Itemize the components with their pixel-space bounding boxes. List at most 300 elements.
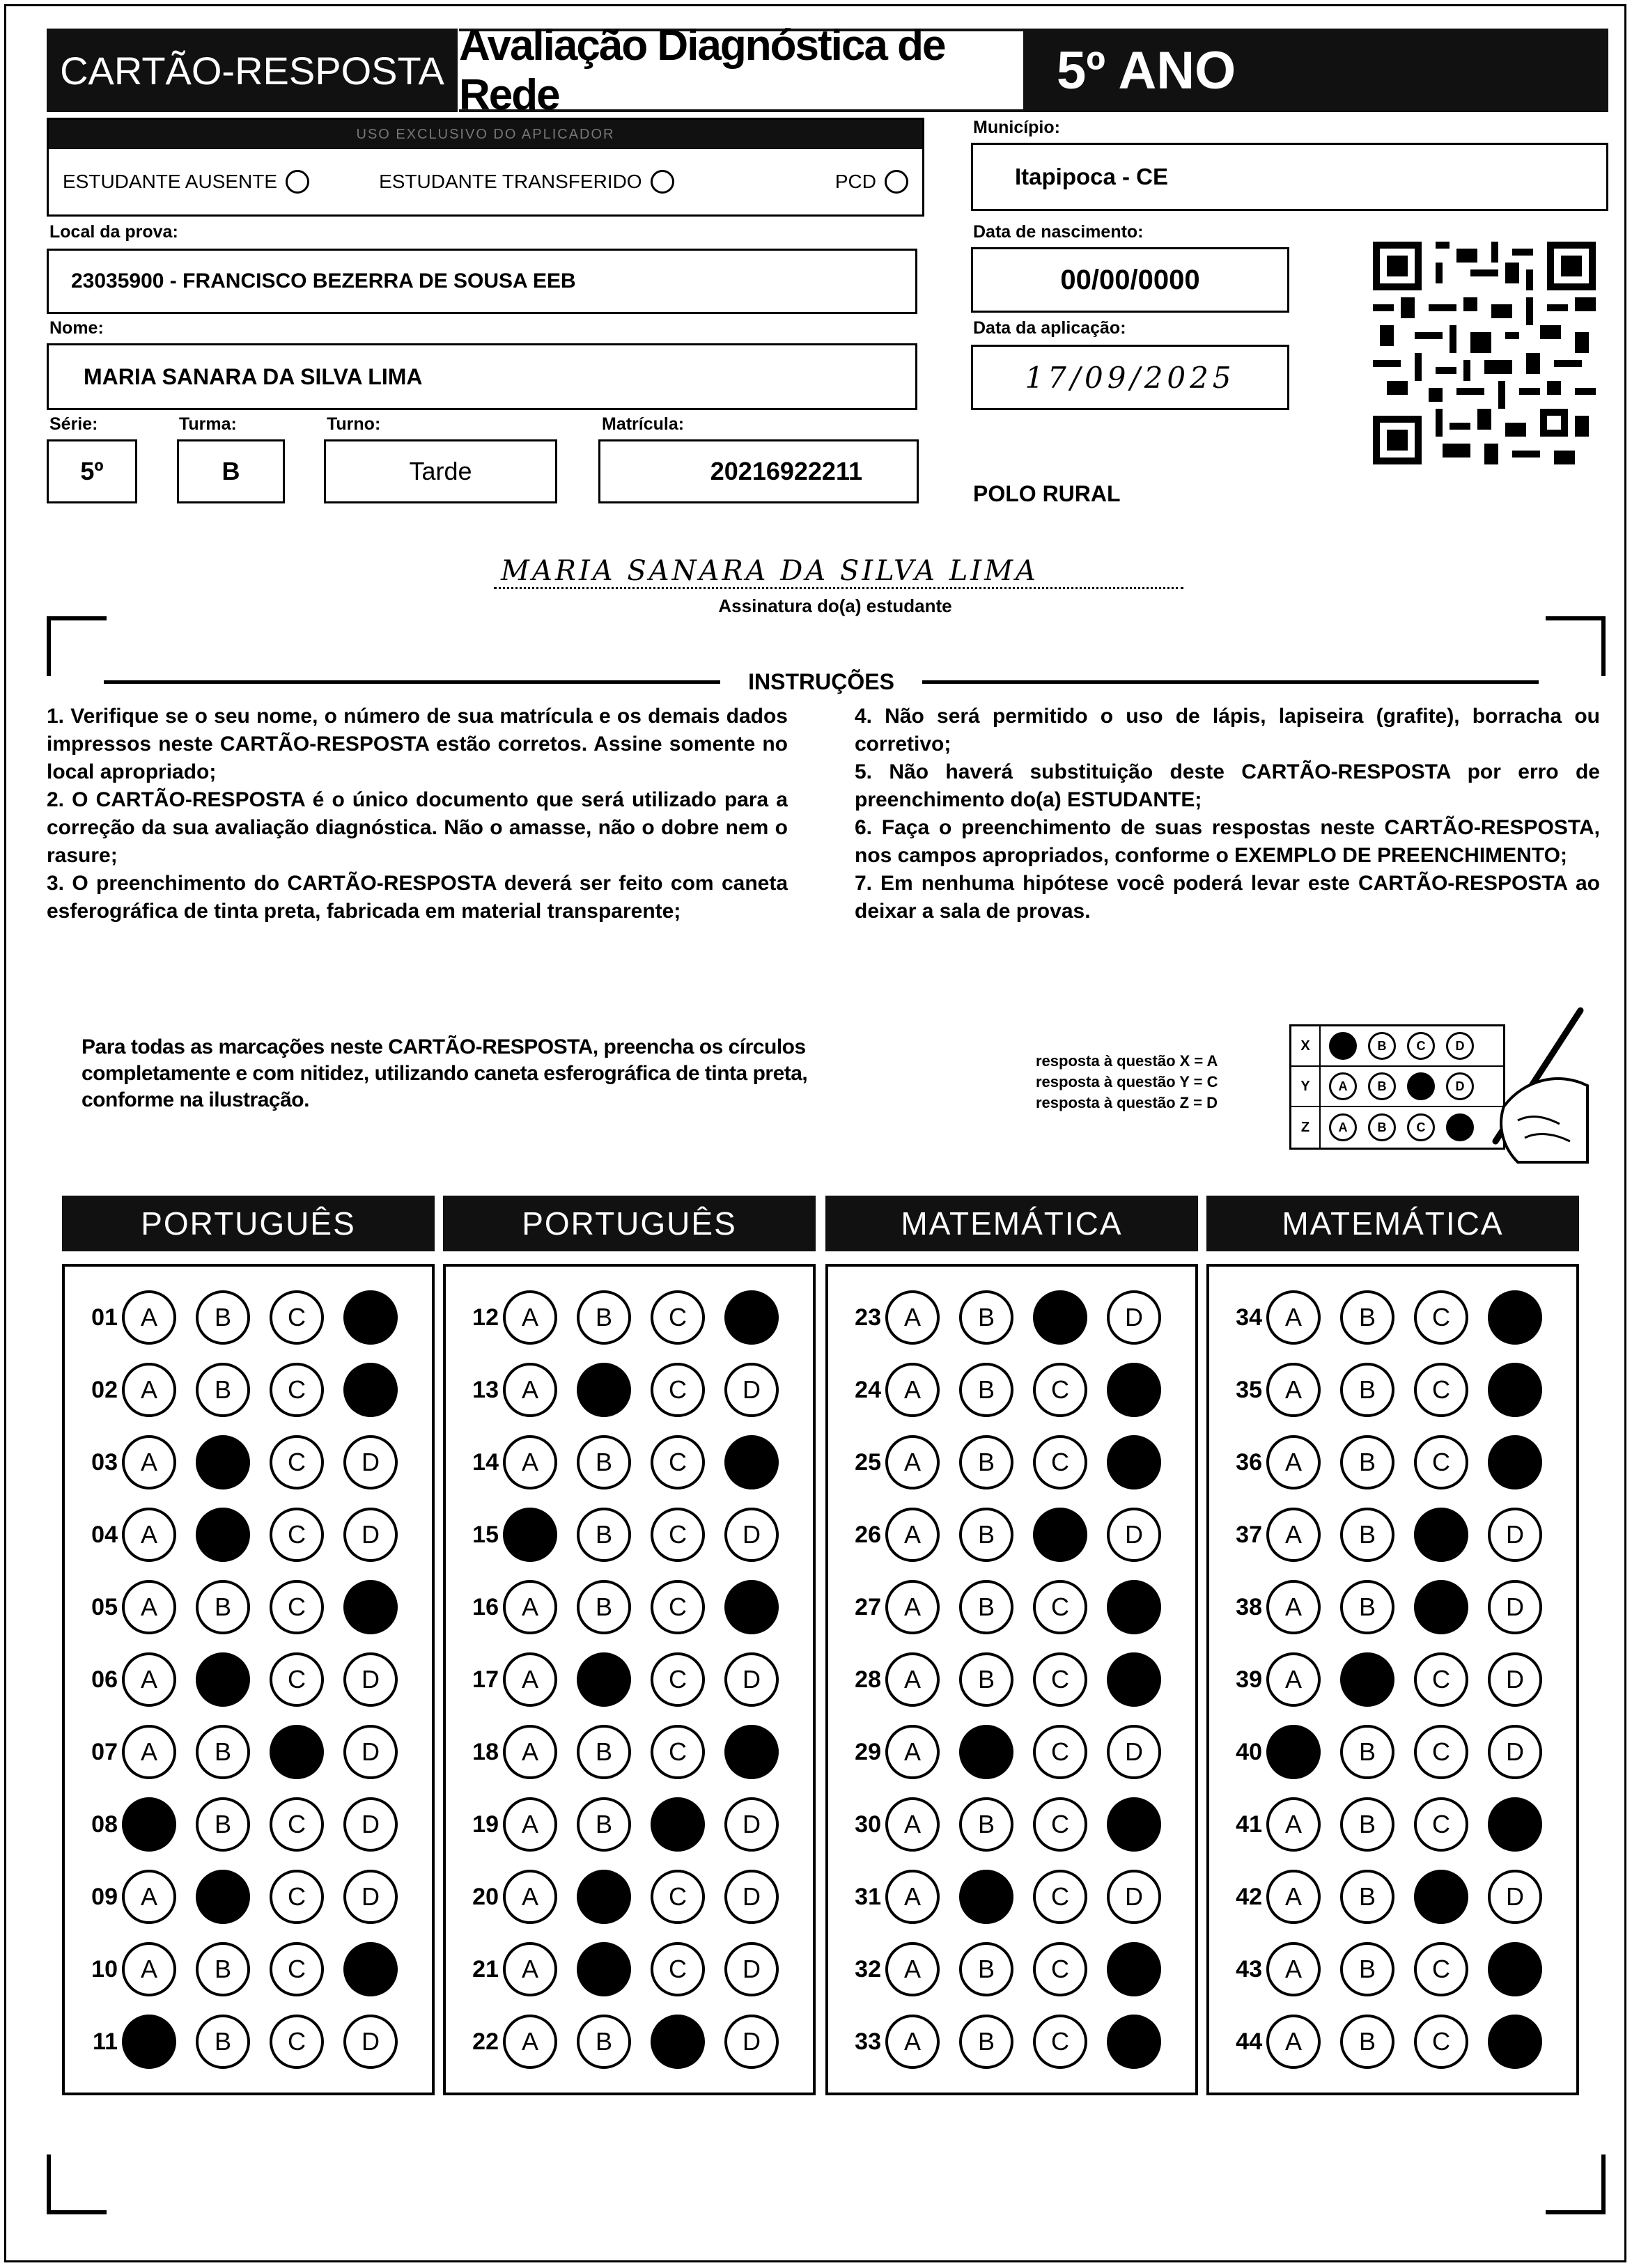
answer-bubble-c[interactable]: C [270, 1870, 324, 1924]
answer-bubble-c[interactable]: C [270, 1363, 324, 1417]
answer-bubble-a[interactable]: A [885, 1942, 940, 1996]
question-number: 10 [91, 1955, 118, 1982]
transferred-checkbox[interactable] [651, 170, 674, 194]
fill-example-grid [1289, 1024, 1505, 1150]
local-label: Local da prova: [49, 222, 178, 242]
answer-bubble-c[interactable]: C [651, 1363, 705, 1417]
question-number: 40 [1236, 1738, 1262, 1765]
answer-bubble-c[interactable]: C [1033, 1290, 1087, 1345]
question-number: 04 [91, 1521, 118, 1548]
answer-bubble-a[interactable]: A [122, 1290, 176, 1345]
answer-bubble-a[interactable]: A [885, 1725, 940, 1779]
answer-bubble-b[interactable]: B [1340, 1363, 1394, 1417]
answer-bubble-c[interactable]: C [1033, 1870, 1087, 1924]
answer-bubble-a[interactable]: A [885, 1435, 940, 1489]
answer-bubble-a[interactable]: A [503, 2015, 557, 2069]
answer-bubble-a[interactable]: A [122, 1580, 176, 1634]
answer-bubble-b[interactable]: B [1340, 1508, 1394, 1562]
answer-bubble-d[interactable]: D [343, 1942, 398, 1996]
answer-bubble-b[interactable]: B [1340, 1580, 1394, 1634]
answer-bubble-c[interactable]: C [651, 1435, 705, 1489]
matricula-field: 20216922211 [598, 439, 919, 503]
answer-bubble-d[interactable]: D [1488, 1652, 1542, 1707]
answer-bubble-c[interactable]: C [1414, 1652, 1468, 1707]
answer-bubble-d[interactable]: D [343, 1797, 398, 1852]
answer-bubble-d[interactable]: D [724, 1363, 779, 1417]
question-number: 43 [1236, 1955, 1262, 1982]
question-number: 17 [472, 1666, 499, 1693]
example-question-label: X [1291, 1026, 1321, 1065]
question-number: 25 [855, 1448, 881, 1476]
question-row [75, 1793, 417, 1856]
example-question-label: Z [1291, 1107, 1321, 1148]
legend-line: resposta à questão X = A [1036, 1052, 1218, 1070]
question-row [75, 2010, 417, 2073]
answer-bubble-c[interactable]: C [1414, 1797, 1468, 1852]
question-number: 39 [1236, 1666, 1262, 1693]
answer-bubble-c[interactable]: C [1414, 1870, 1468, 1924]
answer-bubble-d[interactable]: D [1488, 1797, 1542, 1852]
answer-bubble-c[interactable]: C [1033, 1580, 1087, 1634]
answer-bubble-a[interactable]: A [122, 2015, 176, 2069]
answer-bubble-b[interactable]: B [1340, 1435, 1394, 1489]
subject-header: PORTUGUÊS [62, 1196, 435, 1251]
answer-bubble-a[interactable]: A [1266, 1508, 1321, 1562]
answer-bubble-d[interactable]: D [1107, 1290, 1161, 1345]
answer-bubble-d[interactable]: D [1107, 1870, 1161, 1924]
answer-bubble-a[interactable]: A [122, 1508, 176, 1562]
answer-bubble-b[interactable]: B [577, 1508, 631, 1562]
legend-line: resposta à questão Z = D [1036, 1094, 1218, 1111]
answer-bubble-d[interactable]: D [343, 1725, 398, 1779]
applicator-title: USO EXCLUSIVO DO APLICADOR [49, 120, 922, 149]
question-row [838, 1359, 1181, 1421]
answer-bubble-a[interactable]: A [885, 1580, 940, 1634]
answer-bubble-c[interactable]: C [1033, 1652, 1087, 1707]
answer-bubble-d[interactable]: D [1107, 2015, 1161, 2069]
question-row [1219, 1866, 1562, 1928]
question-number: 12 [472, 1304, 499, 1331]
serie-field: 5º [47, 439, 137, 503]
answer-bubble-b[interactable]: B [196, 1942, 250, 1996]
answer-bubble-d[interactable]: D [1107, 1363, 1161, 1417]
question-row [75, 1576, 417, 1639]
answer-bubble-d[interactable]: D [724, 1797, 779, 1852]
answer-bubble-b[interactable]: B [196, 1363, 250, 1417]
answer-bubble-a[interactable]: A [503, 1290, 557, 1345]
question-row [838, 1648, 1181, 1711]
answer-bubble-c[interactable]: C [270, 1290, 324, 1345]
answer-bubble-b[interactable]: B [577, 1435, 631, 1489]
answer-bubble-b[interactable]: B [959, 1580, 1013, 1634]
answer-bubble-c[interactable]: C [1414, 1942, 1468, 1996]
question-number: 03 [91, 1448, 118, 1476]
answer-bubble-b[interactable]: B [577, 1652, 631, 1707]
answer-bubble-b[interactable]: B [959, 2015, 1013, 2069]
question-row [838, 1576, 1181, 1639]
answer-bubble-b[interactable]: B [196, 1870, 250, 1924]
answer-bubble-a[interactable]: A [885, 2015, 940, 2069]
question-row [75, 1286, 417, 1349]
answer-bubble-d[interactable]: D [343, 1580, 398, 1634]
answer-bubble-a[interactable]: A [503, 1652, 557, 1707]
answer-bubble-a[interactable]: A [503, 1435, 557, 1489]
answer-bubble-a[interactable]: A [503, 1797, 557, 1852]
question-row [1219, 1359, 1562, 1421]
example-row [1291, 1107, 1503, 1148]
answer-bubble-b[interactable]: B [1340, 1290, 1394, 1345]
answer-bubble-d[interactable]: D [1488, 1580, 1542, 1634]
answer-bubble-a[interactable]: A [1266, 2015, 1321, 2069]
answer-bubble-d[interactable]: D [724, 1508, 779, 1562]
answer-bubble-a[interactable]: A [122, 1725, 176, 1779]
answer-bubble-c[interactable]: C [651, 2015, 705, 2069]
answer-bubble-d[interactable]: D [343, 1290, 398, 1345]
answer-bubble-b[interactable]: B [196, 1580, 250, 1634]
question-row [838, 1431, 1181, 1494]
example-bubble: D [1446, 1032, 1474, 1060]
example-bubble: B [1368, 1072, 1396, 1100]
birthdate-label: Data de nascimento: [973, 222, 1144, 242]
example-bubble: B [1368, 1032, 1396, 1060]
answer-bubble-b[interactable]: B [1340, 1870, 1394, 1924]
answer-bubble-b[interactable]: B [1340, 1725, 1394, 1779]
student-signature: MARIA SANARA DA SILVA LIMA [494, 549, 1183, 589]
serie-label: Série: [49, 414, 98, 434]
answer-bubble-b[interactable]: B [196, 2015, 250, 2069]
answer-bubble-d[interactable]: D [1488, 1508, 1542, 1562]
question-number: 15 [472, 1521, 499, 1548]
instruction-item: 7. Em nenhuma hipótese você poderá levar este CARTÃO-RESPOSTA ao deixar a sala de provas. [855, 872, 1600, 923]
answer-bubble-a[interactable]: A [885, 1652, 940, 1707]
question-number: 27 [855, 1593, 881, 1620]
answer-bubble-d[interactable]: D [724, 1290, 779, 1345]
answer-panel [443, 1264, 816, 2095]
answer-bubble-a[interactable]: A [122, 1435, 176, 1489]
answer-panel [62, 1264, 435, 2095]
answer-bubble-c[interactable]: C [270, 1797, 324, 1852]
answer-bubble-c[interactable]: C [651, 1508, 705, 1562]
answer-bubble-a[interactable]: A [503, 1725, 557, 1779]
answer-bubble-c[interactable]: C [1414, 1435, 1468, 1489]
answer-bubble-c[interactable]: C [1414, 1290, 1468, 1345]
question-row [1219, 1431, 1562, 1494]
question-number: 06 [91, 1666, 118, 1693]
answer-bubble-b[interactable]: B [959, 1725, 1013, 1779]
answer-bubble-d[interactable]: D [724, 1870, 779, 1924]
answer-bubble-b[interactable]: B [577, 1942, 631, 1996]
answer-bubble-c[interactable]: C [651, 1725, 705, 1779]
answer-bubble-c[interactable]: C [1033, 1725, 1087, 1779]
answer-bubble-a[interactable]: A [1266, 1435, 1321, 1489]
answer-bubble-d[interactable]: D [1107, 1435, 1161, 1489]
answer-bubble-d[interactable]: D [1488, 1725, 1542, 1779]
answer-panel [825, 1264, 1198, 2095]
answer-bubble-b[interactable]: B [959, 1652, 1013, 1707]
answer-bubble-b[interactable]: B [196, 1290, 250, 1345]
answer-bubble-a[interactable]: A [885, 1508, 940, 1562]
answer-bubble-a[interactable]: A [1266, 1580, 1321, 1634]
answer-bubble-b[interactable]: B [577, 1797, 631, 1852]
answer-bubble-a[interactable]: A [122, 1942, 176, 1996]
example-bubble: C [1407, 1113, 1435, 1141]
answer-bubble-c[interactable]: C [1033, 1508, 1087, 1562]
answer-bubble-d[interactable]: D [724, 2015, 779, 2069]
answer-bubble-a[interactable]: A [885, 1363, 940, 1417]
answer-bubble-b[interactable]: B [1340, 2015, 1394, 2069]
pcd-checkbox[interactable] [885, 170, 908, 194]
answer-bubble-a[interactable]: A [1266, 1870, 1321, 1924]
answer-bubble-b[interactable]: B [577, 1290, 631, 1345]
question-number: 34 [1236, 1304, 1262, 1331]
answer-bubble-b[interactable]: B [959, 1508, 1013, 1562]
question-row [838, 1721, 1181, 1783]
answer-bubble-b[interactable]: B [959, 1435, 1013, 1489]
answer-bubble-a[interactable]: A [1266, 1290, 1321, 1345]
answer-bubble-c[interactable]: C [270, 1508, 324, 1562]
card-title: CARTÃO-RESPOSTA [47, 29, 458, 112]
answer-bubble-c[interactable]: C [651, 1580, 705, 1634]
question-row [1219, 2010, 1562, 2073]
example-bubble: A [1329, 1032, 1357, 1060]
question-number: 42 [1236, 1883, 1262, 1910]
answer-bubble-c[interactable]: C [1414, 1363, 1468, 1417]
answer-bubble-d[interactable]: D [343, 1508, 398, 1562]
answer-bubble-d[interactable]: D [1488, 1290, 1542, 1345]
answer-bubble-d[interactable]: D [724, 1725, 779, 1779]
question-number: 38 [1236, 1593, 1262, 1620]
answer-bubble-c[interactable]: C [1033, 2015, 1087, 2069]
question-number: 16 [472, 1593, 499, 1620]
answer-bubble-c[interactable]: C [1033, 1797, 1087, 1852]
question-number: 02 [91, 1376, 118, 1403]
question-row [75, 1938, 417, 2001]
answer-bubble-a[interactable]: A [503, 1942, 557, 1996]
answer-bubble-b[interactable]: B [1340, 1942, 1394, 1996]
applicator-box [47, 118, 924, 217]
answer-bubble-b[interactable]: B [196, 1508, 250, 1562]
answer-bubble-d[interactable]: D [1107, 1942, 1161, 1996]
answer-bubble-a[interactable]: A [503, 1363, 557, 1417]
answer-bubble-c[interactable]: C [270, 1725, 324, 1779]
answer-bubble-a[interactable]: A [1266, 1652, 1321, 1707]
answer-bubble-d[interactable]: D [343, 1435, 398, 1489]
answer-bubble-d[interactable]: D [343, 1363, 398, 1417]
answer-bubble-d[interactable]: D [1107, 1508, 1161, 1562]
question-number: 22 [472, 2028, 499, 2055]
answer-bubble-c[interactable]: C [270, 1652, 324, 1707]
nome-label: Nome: [49, 318, 104, 338]
question-row [1219, 1576, 1562, 1639]
subject-header: PORTUGUÊS [443, 1196, 816, 1251]
answer-bubble-a[interactable]: A [885, 1797, 940, 1852]
answer-bubble-a[interactable]: A [503, 1508, 557, 1562]
example-bubble: B [1368, 1113, 1396, 1141]
instruction-item: 5. Não haverá substituição deste CARTÃO-RESPOSTA por erro de preenchimento do(a) ESTUDANTE; [855, 760, 1600, 811]
example-question-label: Y [1291, 1067, 1321, 1106]
answer-bubble-c[interactable]: C [270, 1942, 324, 1996]
answer-bubble-d[interactable]: D [343, 1652, 398, 1707]
question-row [838, 1793, 1181, 1856]
answer-panel [1206, 1264, 1579, 2095]
nome-field: MARIA SANARA DA SILVA LIMA [47, 343, 917, 410]
answer-bubble-c[interactable]: C [1033, 1435, 1087, 1489]
application-date-label: Data da aplicação: [973, 318, 1126, 338]
answer-bubble-c[interactable]: C [651, 1290, 705, 1345]
question-row [1219, 1793, 1562, 1856]
example-bubble: C [1407, 1072, 1435, 1100]
answer-bubble-c[interactable]: C [1414, 1580, 1468, 1634]
answer-bubble-d[interactable]: D [1488, 1870, 1542, 1924]
answer-bubble-b[interactable]: B [1340, 1652, 1394, 1707]
answer-bubble-b[interactable]: B [577, 2015, 631, 2069]
subject-header: MATEMÁTICA [825, 1196, 1198, 1251]
question-number: 30 [855, 1811, 881, 1838]
question-number: 18 [472, 1738, 499, 1765]
answer-bubble-d[interactable]: D [724, 1435, 779, 1489]
question-row [456, 2010, 798, 2073]
qr-code-icon [1373, 242, 1596, 464]
answer-bubble-b[interactable]: B [959, 1290, 1013, 1345]
answer-bubble-b[interactable]: B [577, 1363, 631, 1417]
answer-bubble-c[interactable]: C [270, 1435, 324, 1489]
question-number: 41 [1236, 1811, 1262, 1838]
answer-bubble-b[interactable]: B [1340, 1797, 1394, 1852]
answer-bubble-c[interactable]: C [651, 1652, 705, 1707]
answer-bubble-c[interactable]: C [1414, 1508, 1468, 1562]
example-bubble: D [1446, 1072, 1474, 1100]
corner-mark [1546, 2154, 1606, 2214]
example-bubble: D [1446, 1113, 1474, 1141]
answer-bubble-c[interactable]: C [1414, 1725, 1468, 1779]
answer-bubble-d[interactable]: D [724, 1652, 779, 1707]
question-row [838, 1503, 1181, 1566]
answer-bubble-b[interactable]: B [196, 1725, 250, 1779]
turno-field: Tarde [324, 439, 557, 503]
answer-bubble-b[interactable]: B [577, 1725, 631, 1779]
absent-checkbox[interactable] [286, 170, 309, 194]
birthdate-field: 00/00/0000 [971, 247, 1289, 313]
answer-bubble-b[interactable]: B [959, 1363, 1013, 1417]
answer-bubble-a[interactable]: A [885, 1870, 940, 1924]
answer-bubble-a[interactable]: A [122, 1797, 176, 1852]
turma-field: B [177, 439, 285, 503]
answer-bubble-d[interactable]: D [1107, 1580, 1161, 1634]
answer-bubble-a[interactable]: A [122, 1363, 176, 1417]
question-row [1219, 1648, 1562, 1711]
answer-bubble-c[interactable]: C [651, 1942, 705, 1996]
question-row [1219, 1721, 1562, 1783]
answer-bubble-b[interactable]: B [196, 1797, 250, 1852]
answer-bubble-c[interactable]: C [1033, 1363, 1087, 1417]
answer-bubble-a[interactable]: A [122, 1870, 176, 1924]
question-row [75, 1648, 417, 1711]
answer-bubble-b[interactable]: B [196, 1435, 250, 1489]
instructions-left [47, 703, 788, 925]
question-number: 36 [1236, 1448, 1262, 1476]
question-row [1219, 1938, 1562, 2001]
answer-bubble-b[interactable]: B [959, 1942, 1013, 1996]
turno-label: Turno: [327, 414, 381, 434]
answer-bubble-b[interactable]: B [196, 1652, 250, 1707]
question-row [75, 1431, 417, 1494]
answer-bubble-a[interactable]: A [1266, 1363, 1321, 1417]
question-row [456, 1648, 798, 1711]
question-row [75, 1721, 417, 1783]
answer-bubble-d[interactable]: D [1488, 1942, 1542, 1996]
answer-bubble-a[interactable]: A [122, 1652, 176, 1707]
answer-bubble-c[interactable]: C [1414, 2015, 1468, 2069]
answer-bubble-b[interactable]: B [577, 1580, 631, 1634]
question-row [456, 1286, 798, 1349]
answer-bubble-a[interactable]: A [503, 1870, 557, 1924]
question-row [838, 1866, 1181, 1928]
answer-bubble-c[interactable]: C [651, 1797, 705, 1852]
answer-bubble-a[interactable]: A [503, 1580, 557, 1634]
answer-bubble-b[interactable]: B [959, 1870, 1013, 1924]
answer-bubble-d[interactable]: D [1488, 1435, 1542, 1489]
question-row [456, 1359, 798, 1421]
question-number: 26 [855, 1521, 881, 1548]
answer-bubble-d[interactable]: D [343, 2015, 398, 2069]
answer-bubble-d[interactable]: D [1488, 1363, 1542, 1417]
instruction-item: 3. O preenchimento do CARTÃO-RESPOSTA deverá ser feito com caneta esferográfica de tinta preta, fabricada em material transparente; [47, 872, 788, 923]
legend-line: resposta à questão Y = C [1036, 1073, 1218, 1090]
question-number: 24 [855, 1376, 881, 1403]
answer-bubble-d[interactable]: D [343, 1870, 398, 1924]
answer-bubble-d[interactable]: D [1107, 1652, 1161, 1707]
answer-bubble-c[interactable]: C [651, 1870, 705, 1924]
question-number: 23 [855, 1304, 881, 1331]
question-number: 19 [472, 1811, 499, 1838]
example-row [1291, 1026, 1503, 1067]
answer-bubble-d[interactable]: D [1107, 1797, 1161, 1852]
absent-label: ESTUDANTE AUSENTE [63, 171, 278, 192]
question-row [75, 1866, 417, 1928]
answer-card [4, 4, 1626, 2262]
answer-bubble-d[interactable]: D [724, 1580, 779, 1634]
instructions-title: INSTRUÇÕES [748, 669, 894, 694]
answer-bubble-a[interactable]: A [1266, 1725, 1321, 1779]
question-row [456, 1793, 798, 1856]
instruction-item: 2. O CARTÃO-RESPOSTA é o único documento que será utilizado para a correção da sua avaliação diagnóstica. Não o amasse, não o dobre nem o rasure; [47, 788, 788, 867]
answer-bubble-c[interactable]: C [270, 1580, 324, 1634]
answer-bubble-b[interactable]: B [577, 1870, 631, 1924]
answer-bubble-d[interactable]: D [1488, 2015, 1542, 2069]
question-row [456, 1431, 798, 1494]
municipio-field: Itapipoca - CE [971, 143, 1608, 211]
question-row [75, 1503, 417, 1566]
answer-bubble-a[interactable]: A [885, 1290, 940, 1345]
answer-bubble-a[interactable]: A [1266, 1942, 1321, 1996]
answer-bubble-c[interactable]: C [1033, 1942, 1087, 1996]
pen-hand-icon [1476, 1002, 1594, 1169]
fill-example-legend [1036, 1051, 1218, 1113]
example-bubble: A [1329, 1072, 1357, 1100]
answer-bubble-d[interactable]: D [724, 1942, 779, 1996]
instruction-item: 1. Verifique se o seu nome, o número de sua matrícula e os demais dados impressos neste CARTÃO-RESPOSTA estão corretos. Assine somente no local apropriado; [47, 705, 788, 783]
question-number: 29 [855, 1738, 881, 1765]
answer-bubble-a[interactable]: A [1266, 1797, 1321, 1852]
question-row [1219, 1286, 1562, 1349]
example-row [1291, 1067, 1503, 1107]
answer-bubble-b[interactable]: B [959, 1797, 1013, 1852]
answer-bubble-c[interactable]: C [270, 2015, 324, 2069]
instruction-item: 4. Não será permitido o uso de lápis, lapiseira (grafite), borracha ou corretivo; [855, 705, 1600, 756]
instructions-right [855, 703, 1600, 925]
answer-bubble-d[interactable]: D [1107, 1725, 1161, 1779]
polo-label: POLO RURAL [973, 481, 1121, 506]
